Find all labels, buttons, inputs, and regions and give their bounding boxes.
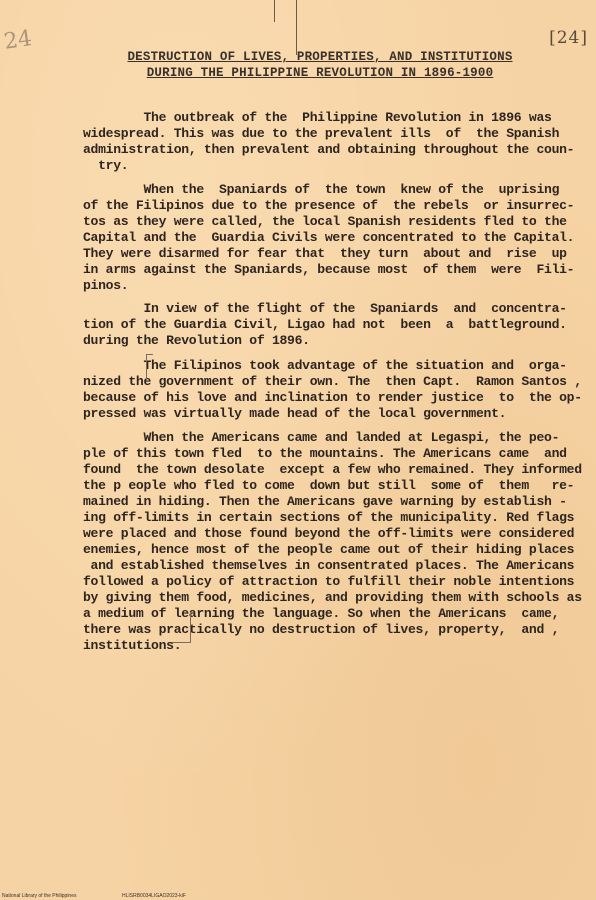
footer	[2, 893, 186, 899]
footer-file-id: HLISRB0034LIGAO2023-kiF	[122, 893, 186, 899]
text-line: found the town desolate except a few who remained. They informed	[83, 462, 582, 477]
text-line: tion of the Guardia Civil, Ligao had not been a battleground.	[83, 317, 567, 332]
corner-pencil-mark: 24	[2, 26, 34, 55]
pencil-bracket-open	[146, 354, 153, 381]
text-line: pressed was virtually made head of the local government.	[83, 406, 507, 421]
text-line: ing off-limits in certain sections of the municipality. Red flags	[83, 510, 575, 525]
text-line: of the Filipinos due to the presence of the rebels or insurrec-	[83, 198, 575, 213]
document-title-line-1: DESTRUCTION OF LIVES, PROPERTIES, AND INSTITUTIONS	[127, 50, 513, 64]
text-line: the p eople who fled to come down but still some of them re-	[83, 478, 575, 493]
text-line: there was practically no destruction of lives, property, and ,	[83, 622, 560, 637]
page-number: [24]	[549, 28, 588, 48]
text-line: try.	[83, 158, 129, 173]
text-line: widespread. This was due to the prevalent ills of the Spanish	[83, 126, 560, 141]
text-line: institutions.	[83, 638, 182, 653]
paragraph	[83, 182, 573, 294]
text-line: Capital and the Guardia Civils were concentrated to the Capital.	[83, 230, 575, 245]
document-title-line-2: DURING THE PHILIPPINE REVOLUTION IN 1896-1900	[146, 66, 494, 80]
paragraph	[83, 110, 573, 174]
text-line: In view of the flight of the Spaniards and concentra-	[83, 301, 567, 316]
text-line: They were disarmed for fear that they turn about and rise up	[83, 246, 567, 261]
footer-institution: National Library of the Philippines	[2, 893, 77, 899]
text-line: and established themselves in consentrated places. The Americans	[83, 558, 575, 573]
text-line: ple of this town fled to the mountains. The Americans came and	[83, 446, 567, 461]
text-line: in arms against the Spaniards, because most of them were Fili-	[83, 262, 575, 277]
text-line: because of his love and inclination to render justice to the op-	[83, 390, 582, 405]
top-edge-mark	[274, 0, 275, 22]
text-line: nized the government of their own. The then Capt. Ramon Santos ,	[83, 374, 582, 389]
text-line: The Filipinos took advantage of the situation and orga-	[83, 358, 567, 373]
paragraph	[83, 430, 582, 654]
text-line: pinos.	[83, 278, 129, 293]
text-line: When the Americans came and landed at Legaspi, the peo-	[83, 430, 560, 445]
pencil-bracket-close	[172, 612, 191, 643]
top-edge-mark	[296, 0, 297, 55]
text-line: were placed and those found beyond the off-limits were considered	[83, 526, 575, 541]
text-line: enemies, hence most of the people came out of their hiding places	[83, 542, 575, 557]
text-line: tos as they were called, the local Spanish residents fled to the	[83, 214, 567, 229]
text-line: during the Revolution of 1896.	[83, 333, 310, 348]
paragraph	[83, 358, 582, 422]
text-line: by giving them food, medicines, and providing them with schools as	[83, 590, 582, 605]
paragraph	[83, 301, 573, 349]
text-line: administration, then prevalent and obtaining throughout the coun-	[83, 142, 575, 157]
text-line: The outbreak of the Philippine Revolution in 1896 was	[83, 110, 552, 125]
text-line: a medium of learning the language. So when the Americans came,	[83, 606, 560, 621]
text-line: When the Spaniards of the town knew of the uprising	[83, 182, 560, 197]
text-line: mained in hiding. Then the Americans gave warning by establish -	[83, 494, 567, 509]
text-line: followed a policy of attraction to fulfill their noble intentions	[83, 574, 575, 589]
